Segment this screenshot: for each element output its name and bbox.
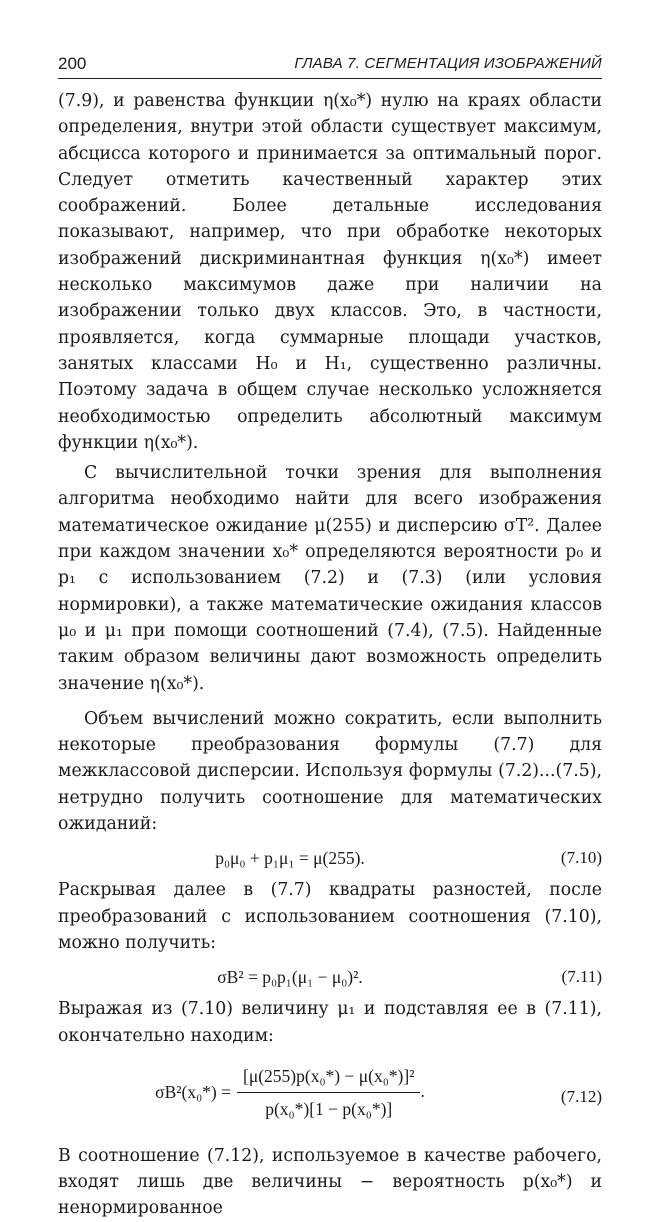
paragraph-3: Объем вычислений можно сократить, если выполнить некоторые преобразования формулы (7.7) для межклассовой дисперсии. Используя формулы (7.2)...(7.5), нетрудно получить соотношение для математических ожиданий:: [58, 708, 602, 835]
chapter-title: ГЛАВА 7. СЕГМЕНТАЦИЯ ИЗОБРАЖЕНИЙ: [294, 55, 602, 72]
equation-7-10-number: (7.10): [560, 848, 602, 868]
equation-7-11-number: (7.11): [561, 967, 602, 987]
running-header: [58, 54, 602, 79]
page-body: [58, 88, 602, 1222]
equation-7-12-lhs: σB²(x₀*) =: [155, 1082, 231, 1103]
paragraph-2: С вычислительной точки зрения для выполнения алгоритма необходимо найти для всего изображения математическое ожидание μ(255) и дисперсию σT². Далее при каждом значении x₀* определяются вероятности p₀ и p₁ с использованием (7.2) и (7.3) (или условия нормировки), а также математические ожидания классов μ₀ и μ₁ при помощи соотношений (7.4), (7.5). Найденные таким образом величины дают возможность определить значение η(x₀*).: [58, 463, 602, 694]
paragraph-5: Выражая из (7.10) величину μ₁ и подставляя ее в (7.11), окончательно находим:: [58, 999, 602, 1046]
equation-7-12-denominator: p(x₀*)[1 − p(x₀*)]: [265, 1099, 393, 1120]
paragraph-4: Раскрывая далее в (7.7) квадраты разностей, после преобразований с использованием соотношения (7.10), можно получить:: [58, 880, 602, 953]
equation-7-10-expression: p₀μ₀ + p₁μ₁ = μ(255).: [215, 848, 365, 869]
equation-7-12: [58, 1057, 602, 1133]
paragraph-1: (7.9), и равенства функции η(x₀*) нулю на краях области определения, внутри этой области существует максимум, абсцисса которого и принимается за оптимальный порог. Следует отметить качественный характер этих соображений. Более детальные исследования показывают, например, что при обработке некоторых изображений дискриминантная функция η(x₀*) имеет несколько максимумов даже при наличии на изображении только двух классов. Это, в частности, проявляется, когда суммарные площади участков, занятых классами H₀ и H₁, существенно различны. Поэтому задача в общем случае несколько усложняется необходимостью определить абсолютный максимум функции η(x₀*).: [58, 91, 602, 453]
equation-7-11-expression: σB² = p₀p₁(μ₁ − μ₀)².: [217, 967, 363, 988]
equation-7-12-expression: [58, 1063, 522, 1123]
page-number: 200: [58, 54, 87, 73]
equation-7-12-trail: .: [420, 1080, 425, 1101]
equation-7-10: [58, 839, 602, 875]
equation-7-12-numerator: [μ(255)p(x₀*) − μ(x₀*)]²: [237, 1063, 420, 1093]
equation-7-11: [58, 958, 602, 994]
equation-7-12-fraction: [237, 1063, 420, 1123]
equation-7-12-number: (7.12): [560, 1086, 602, 1106]
paragraph-6: В соотношение (7.12), используемое в качестве рабочего, входят лишь две величины − вероятность p(x₀*) и ненормированное: [58, 1145, 602, 1219]
